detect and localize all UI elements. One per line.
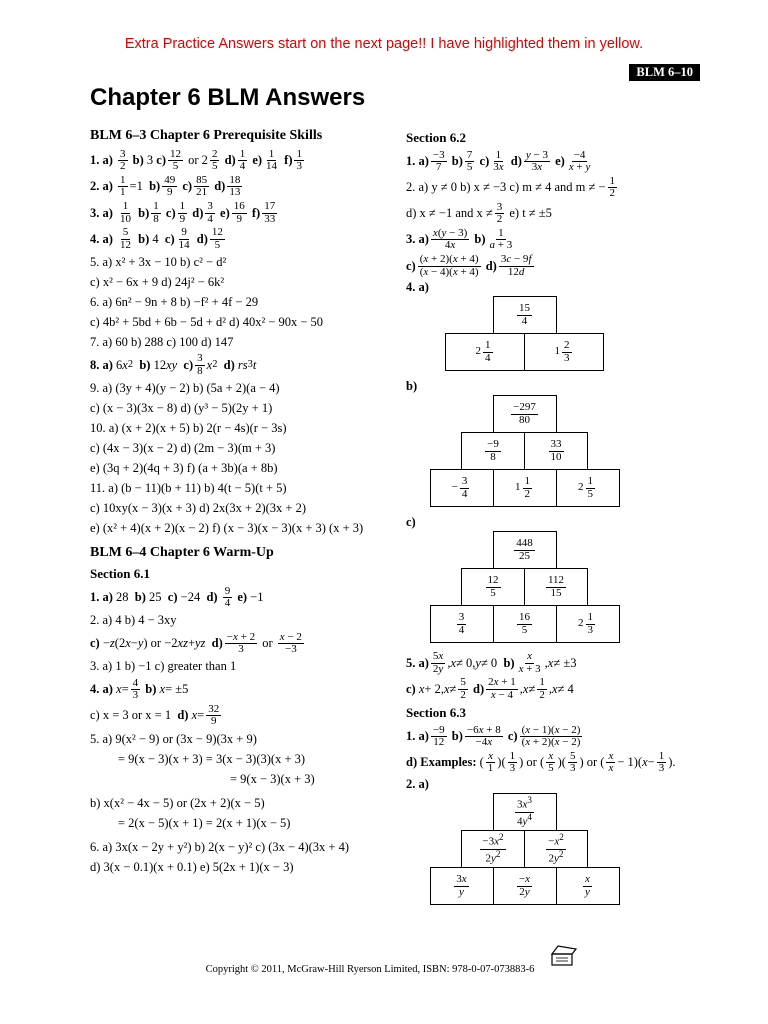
subsection-header: Section 6.2: [406, 130, 466, 145]
pyramid-label: b): [406, 379, 418, 394]
answer-line: 2. a) $\frac{1}{1}$ =1 b) $\frac{49}{9}$ c) $\frac{85}{21}$ d) $\frac{18}{13}$: [90, 173, 241, 199]
answer-line: d) Examples: ( $\frac{x}{1}$ )( $\frac{1}{3}$ ) or ( $\frac{x}{5}$ )( $\frac{5}{3}$ ) or ( $\frac{x}{x}$ − 1)( x − $\frac{1}{3}$ ).: [406, 749, 676, 775]
answer-line: 2. a) y ≠ 0 b) x ≠ −3 c) m ≠ 4 and m ≠ − $\frac{1}{2}$: [406, 174, 615, 200]
answer-line: 11. a) (b − 11)(b + 11) b) 4(t − 5)(t + 5): [90, 480, 287, 495]
notice-banner: Extra Practice Answers start on the next page!! I have highlighted them in yellow.: [124, 36, 644, 52]
section-header: BLM 6–4 Chapter 6 Warm-Up: [90, 545, 274, 561]
answer-line: 5. a) $\frac{5x}{2y}$ , x ≠ 0, y ≠ 0 b) $\frac{x}{x + 3}$ , x ≠ ±3: [406, 650, 577, 675]
fraction-pyramid: $\frac{-297}{80}$ $\frac{-9}{8}$ $\frac{33}{10}$ − $\frac{3}{4}$ 1 $\frac{1}{2}$ 2 $\frac{1}{5}$: [430, 396, 620, 507]
answer-line: 5. a) x² + 3x − 10 b) c² − d²: [90, 254, 227, 269]
answer-line: 3. a) 1 b) −1 c) greater than 1: [90, 659, 237, 674]
page-title: Chapter 6 BLM Answers: [90, 84, 366, 111]
answer-line: 6. a) 3x(x − 2y + y²) b) 2(x − y)² c) (3x − 4)(3x + 4): [90, 839, 350, 854]
answer-line: 2. a) 4 b) 4 − 3xy: [90, 613, 177, 628]
answer-line: 5. a) 9(x² − 9) or (3x − 9)(3x + 9): [90, 731, 257, 746]
answer-line: d) x ≠ −1 and x ≠ $\frac{3}{2}$ e) t ≠ ±5: [406, 200, 552, 226]
fraction-pyramid: $\frac{15}{4}$ 2 $\frac{1}{4}$ 1 $\frac{2}{3}$: [430, 297, 620, 371]
answer-line: 4. a) $\frac{5}{12}$ b) 4 c) $\frac{9}{14}$ d) $\frac{12}{5}$: [90, 226, 223, 251]
answer-line: e) (x² + 4)(x + 2)(x − 2) f) (x − 3)(x − 3)(x + 3) (x + 3): [90, 520, 364, 535]
blm-badge: BLM 6–10: [629, 64, 700, 81]
answer-line: = 9(x − 3)(x + 3) = 3(x − 3)(3)(x + 3): [118, 751, 306, 766]
answer-line: c) − z (2 x − y ) or −2 xz + yz d) $\frac{-x + 2}{3}$ or $\frac{x - 2}{-3}$: [90, 630, 302, 656]
fraction-pyramid: $\frac{3x^3}{4y^4}$ $\frac{-3x^2}{2y^2}$ $\frac{-x^2}{2y^2}$ $\frac{3x}{y}$ $\frac{-x}{2y}$ $\frac{x}{y}$: [430, 794, 620, 905]
answer-line: b) x(x² − 4x − 5) or (2x + 2)(x − 5): [90, 795, 265, 810]
answer-line: c) 4b² + 5bd + 6b − 5d + d² d) 40x² − 90x − 50: [90, 314, 324, 329]
right-column: [406, 126, 706, 913]
pyramid-label: c): [406, 515, 416, 530]
answer-text: c) x = 3 or x = 1: [90, 708, 172, 723]
footer-copyright: Copyright © 2011, McGraw-Hill Ryerson Limited, ISBN: 978-0-07-073883-6: [205, 964, 535, 975]
pyramid-label: 4. a): [406, 280, 429, 295]
answer-line: 6. a) 6n² − 9n + 8 b) −f² + 4f − 29: [90, 294, 259, 309]
answer-line: d) 3(x − 0.1)(x + 0.1) e) 5(2x + 1)(x − 3): [90, 859, 294, 874]
answer-line: c) x² − 6x + 9 d) 24j² − 6k²: [90, 274, 225, 289]
answer-line: 1. a) $\frac{-9}{12}$ b) $\frac{-6x + 8}{-4x}$ c) $\frac{(x - 1)(x - 2)}{(x + 2)(x - 2)}$: [406, 723, 581, 749]
answer-line: c) (4x − 3)(x − 2) d) (2m − 3)(m + 3): [90, 440, 276, 455]
answer-text: e) t ≠ ±5: [509, 206, 552, 221]
left-column: [90, 126, 395, 878]
answer-line: 9. a) (3y + 4)(y − 2) b) (5a + 2)(a − 4): [90, 380, 280, 395]
answer-text: d) x ≠ −1 and x ≠: [406, 206, 493, 221]
answer-line: 1. a) $\frac{3}{2}$ b) 3 c) $\frac{12}{5}$ or 2 $\frac{2}{5}$ d) $\frac{1}{4}$ e) $\frac{1}{14}$ f) $\frac{1}{3}$: [90, 147, 302, 173]
answer-text: 2. a) y ≠ 0 b) x ≠ −3 c) m ≠ 4 and m ≠ −: [406, 180, 606, 195]
answer-text: d) Examples:: [406, 755, 477, 770]
section-header: BLM 6–3 Chapter 6 Prerequisite Skills: [90, 128, 323, 143]
answer-line: c) 10xy(x − 3)(x + 3) d) 2x(3x + 2)(3x + 2): [90, 500, 306, 515]
answer-line: = 2(x − 5)(x + 1) = 2(x + 1)(x − 5): [118, 815, 291, 830]
answer-line: 8. a) 6 x 2 b) 12 xy c) $\frac{3}{8}$ x 2 d) rs 3 t: [90, 352, 257, 377]
answer-line: c) x = 3 or x = 1 d) x = $\frac{32}{9}$: [90, 702, 220, 728]
fraction-pyramid: $\frac{448}{25}$ $\frac{12}{5}$ $\frac{112}{15}$ $\frac{3}{4}$ $\frac{16}{5}$ 2 $\frac{1}{3}$: [430, 532, 620, 643]
answer-line: e) (3q + 2)(4q + 3) f) (a + 3b)(a + 8b): [90, 460, 278, 475]
answer-line: c) x + 2, x ≠ $\frac{5}{2}$ d) $\frac{2x + 1}{x - 4}$ , x ≠ $\frac{1}{2}$ , x ≠ 4: [406, 676, 574, 701]
pyramid-label: 2. a): [406, 777, 429, 792]
answer-line: 10. a) (x + 2)(x + 5) b) 2(r − 4s)(r − 3s): [90, 420, 287, 435]
answer-line: 3. a) $\frac{1}{10}$ b) $\frac{1}{8}$ c) $\frac{1}{9}$ d) $\frac{3}{4}$ e) $\frac{16}{9}$ f) $\frac{17}{33}$: [90, 199, 276, 225]
answer-line: 7. a) 60 b) 288 c) 100 d) 147: [90, 334, 234, 349]
subsection-header: Section 6.1: [90, 566, 150, 582]
answer-line: 3. a) $\frac{x(y - 3)}{4x}$ b) $\frac{1}{a + 3}$: [406, 226, 513, 252]
answer-line: c) (x − 3)(3x − 8) d) (y³ − 5)(2y + 1): [90, 400, 273, 415]
answer-line: 1. a) $\frac{-3}{7}$ b) $\frac{7}{5}$ c) $\frac{1}{3x}$ d) $\frac{y - 3}{3x}$ e) $\frac{-4}{x + y}$: [406, 148, 591, 174]
answer-line: 1. a) 28 b) 25 c) −24 d) $\frac{9}{4}$ e) −1: [90, 584, 264, 610]
answer-line: 4. a) x = $\frac{4}{3}$ b) x = ±5: [90, 676, 189, 702]
answer-line: c) $\frac{(x + 2)(x + 4)}{(x - 4)(x + 4)}$ d) $\frac{3c - 9f}{12d}$: [406, 252, 532, 278]
answer-line: = 9(x − 3)(x + 3): [230, 771, 315, 786]
subsection-header: Section 6.3: [406, 705, 466, 721]
